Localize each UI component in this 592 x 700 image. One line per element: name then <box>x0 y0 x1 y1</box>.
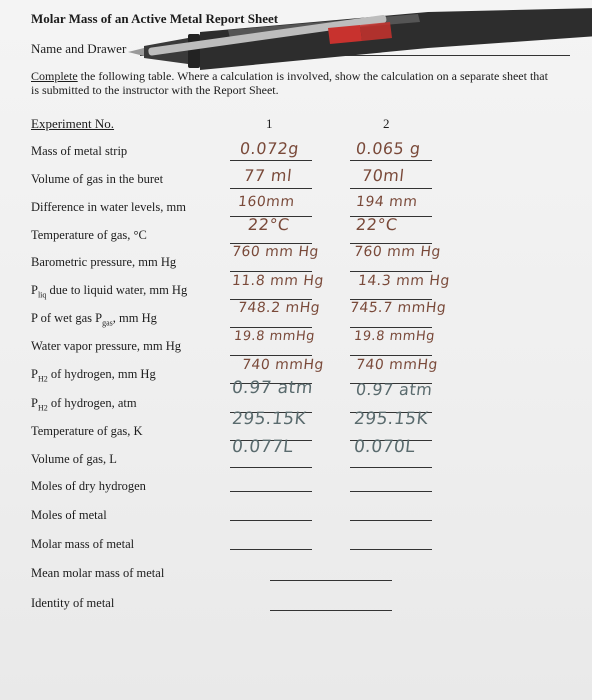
row-label: Volume of gas in the buret <box>31 172 164 186</box>
row-label: Moles of metal <box>31 508 107 522</box>
row-label: Temperature of gas, K <box>31 424 143 438</box>
entry-line[interactable] <box>230 160 312 161</box>
entry-line[interactable] <box>270 580 392 581</box>
entry-line[interactable] <box>230 491 312 492</box>
col-head-2: 2 <box>383 116 390 131</box>
handwritten-value: 0.072g <box>239 139 300 158</box>
handwritten-value: 0.97 atm <box>355 380 434 399</box>
entry-line[interactable] <box>350 520 432 521</box>
entry-line[interactable] <box>230 467 312 468</box>
name-drawer-label: Name and Drawer <box>31 41 127 56</box>
handwritten-value: 70ml <box>361 166 406 185</box>
row-label: Temperature of gas, °C <box>31 228 147 242</box>
entry-line[interactable] <box>270 610 392 611</box>
row-label: Difference in water levels, mm <box>31 200 186 214</box>
row-label: P of wet gas $P_{gas}$, mm Hg <box>31 311 157 328</box>
handwritten-value: 77 ml <box>243 166 293 185</box>
handwritten-value: 0.077L <box>230 437 295 457</box>
row-label: Mean molar mass of metal <box>31 566 165 580</box>
handwritten-value: 760 mm Hg <box>231 244 320 260</box>
row-label: Identity of metal <box>31 596 115 610</box>
row-label: Molar mass of metal <box>31 537 135 551</box>
row-label: Water vapor pressure, mm Hg <box>31 339 181 353</box>
handwritten-value: 0.070L <box>352 437 417 457</box>
row-label: $P_{H2}$ of hydrogen, atm <box>31 396 137 413</box>
experiment-label: Experiment No. <box>31 116 115 131</box>
handwritten-value: 194 mm <box>355 194 419 210</box>
handwritten-value: 22°C <box>247 215 291 234</box>
handwritten-value: 748.2 mHg <box>237 300 321 316</box>
sheet-title: Molar Mass of an Active Metal Report Sheet <box>31 11 279 26</box>
entry-line[interactable] <box>350 271 432 272</box>
handwritten-value: 0.97 atm <box>230 378 314 398</box>
entry-line[interactable] <box>350 188 432 189</box>
row-label: Moles of dry hydrogen <box>31 479 146 493</box>
instructions: Complete the following table. Where a calculation is involved, show the calculation on a separate sheet that is submitted to the instructor with the Report Sheet. <box>31 69 548 97</box>
col-head-1: 1 <box>266 116 273 131</box>
handwritten-value: 19.8 mmHg <box>233 329 316 344</box>
handwritten-value: 740 mmHg <box>355 357 439 373</box>
entry-line[interactable] <box>230 549 312 550</box>
row-label: Volume of gas, L <box>31 452 117 466</box>
row-label: Mass of metal strip <box>31 144 128 158</box>
entry-line[interactable] <box>350 355 432 356</box>
row-label: $P_{H2}$ of hydrogen, mm Hg <box>31 367 156 384</box>
entry-line[interactable] <box>230 327 312 328</box>
entry-line[interactable] <box>350 549 432 550</box>
row-label: Barometric pressure, mm Hg <box>31 255 177 269</box>
entry-line[interactable] <box>350 160 432 161</box>
handwritten-value: 0.065 g <box>355 139 422 158</box>
entry-line[interactable] <box>230 271 312 272</box>
handwritten-value: 160mm <box>237 194 296 210</box>
entry-line[interactable] <box>350 491 432 492</box>
handwritten-value: 11.8 mm Hg <box>231 273 325 289</box>
handwritten-value: 295.15K <box>230 409 308 429</box>
handwritten-value: 760 mm Hg <box>353 244 442 260</box>
handwritten-value: 19.8 mmHg <box>353 329 436 344</box>
entry-line[interactable] <box>350 327 432 328</box>
row-label: $P_{liq}$ due to liquid water, mm Hg <box>31 283 188 300</box>
entry-line[interactable] <box>230 188 312 189</box>
handwritten-value: 295.15K <box>352 409 430 429</box>
handwritten-value: 745.7 mmHg <box>349 300 448 316</box>
entry-line[interactable] <box>230 520 312 521</box>
entry-line[interactable] <box>350 467 432 468</box>
handwritten-value: 740 mmHg <box>241 357 325 373</box>
entry-line[interactable] <box>230 355 312 356</box>
handwritten-value: 22°C <box>355 215 399 234</box>
handwritten-value: 14.3 mm Hg <box>357 273 451 289</box>
